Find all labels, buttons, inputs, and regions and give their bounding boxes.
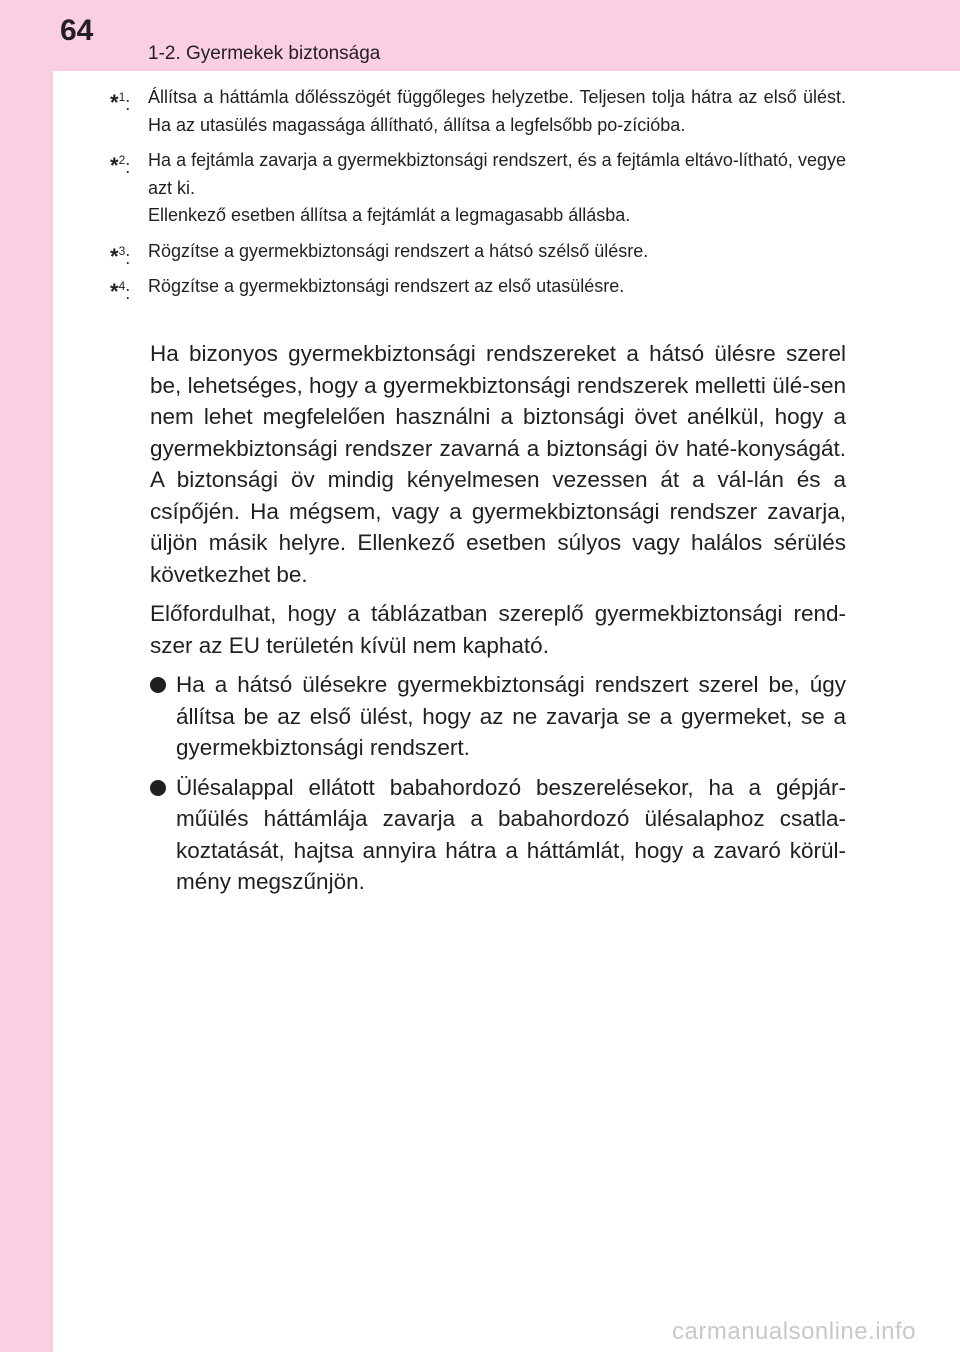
footnote-text: Állítsa a háttámla dőlésszögét függőleges helyzetbe. Teljesen tolja hátra az első ülést. Ha az utasülés magassága állítható, állítsa a legfelsőbb po-zícióba. [148, 87, 846, 135]
bullet-dot-icon [150, 780, 166, 796]
footnote-text: Rögzítse a gyermekbiztonsági rendszert az első utasülésre. [148, 276, 625, 296]
bullet-dot-icon [150, 677, 166, 693]
page-number: 64 [60, 14, 94, 47]
footnote-text: Ha a fejtámla zavarja a gyermekbiztonsági rendszert, és a fejtámla eltávo-lítható, vegye azt ki. [148, 150, 846, 198]
bullet-text: Ülésalappal ellátott babahordozó beszerelésekor, ha a gépjár-műülés háttámlája zavarja a babahordozó ülésalaphoz csatla-koztatását, hajtsa annyira hátra a háttámlát, hogy a zavaró körül-mény megszűnjön. [176, 774, 846, 894]
watermark: carmanualsonline.info [672, 1318, 916, 1345]
paragraph: Ha bizonyos gyermekbiztonsági rendszereket a hátsó ülésre szerel be, lehetséges, hogy a gyermekbiztonsági rendszerek melletti ülé-sen nem lehet megfelelően használni a biztonsági övet anélkül, hogy a gyermekbiztonsági rendszer zavarná a biztonsági öv haté-konyságát. A biztonsági öv mindig kényelmesen vezessen át a vál-lán és a csípőjén. Ha mégsem, vagy a gyermekbiztonsági rendszer zavarja, üljön másik helyre. Ellenkező esetben súlyos vagy halálos sérülés következhet be. [150, 341, 846, 587]
footnote-marker: *$^1$: [110, 90, 131, 115]
footnote-marker: *$^4$: [110, 279, 131, 304]
bullet-item [150, 772, 846, 898]
footnote-text-continued: Ellenkező esetben állítsa a fejtámlát a legmagasabb állásba. [148, 205, 631, 225]
footnote-4 [110, 273, 846, 304]
bullet-item [150, 669, 846, 764]
footnote-text: Rögzítse a gyermekbiztonsági rendszert a hátsó szélső ülésre. [148, 240, 649, 261]
footnote-3 [110, 238, 846, 269]
footnote-marker: *$^3$: [110, 243, 131, 269]
footnote-marker: *$^2$: [110, 153, 131, 178]
side-color-bar [0, 0, 53, 1352]
bullet-text: Ha a hátsó ülésekre gyermekbiztonsági rendszert szerel be, úgy állítsa be az első ülést, hogy az ne zavarja se a gyermeket, se a gyermekbiztonsági rendszert. [176, 672, 846, 760]
footnote-list [110, 84, 846, 309]
paragraph: Előfordulhat, hogy a táblázatban szereplő gyermekbiztonsági rend-szer az EU területén kívül nem kapható. [150, 601, 846, 658]
section-title: 1-2. Gyermekek biztonsága [148, 43, 381, 64]
footnote-1 [110, 84, 846, 139]
body-text [150, 338, 846, 906]
footnote-2 [110, 147, 846, 230]
